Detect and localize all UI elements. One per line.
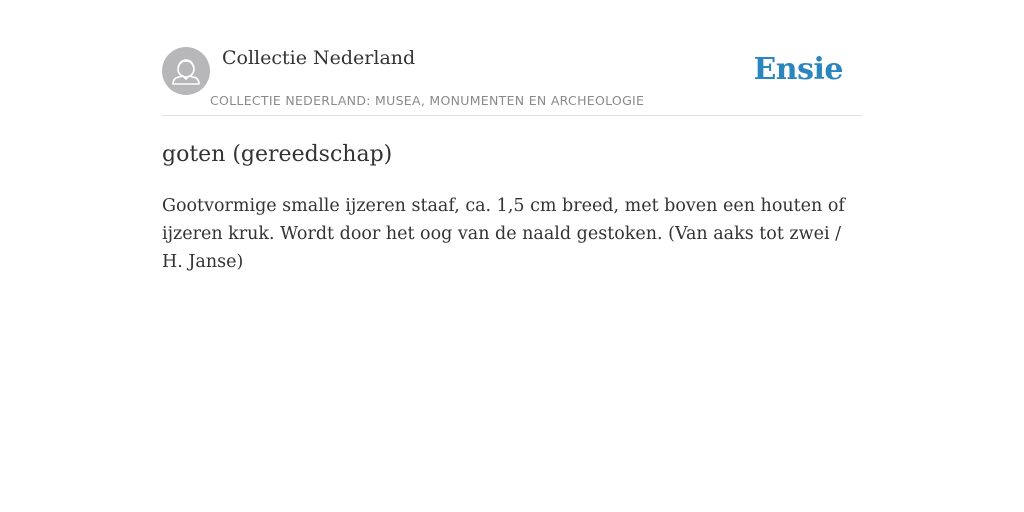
entry-body: Gootvormige smalle ijzeren staaf, ca. 1,5 cm breed, met boven een houten of ijzeren kruk. Wordt door het oog van de naald gestoken. (Van aaks tot zwei / H. Janse) [162, 196, 845, 272]
user-avatar-icon [162, 47, 210, 95]
entry-title: goten (gereedschap) [162, 142, 393, 167]
avatar[interactable] [162, 47, 210, 95]
author-name[interactable]: Collectie Nederland [222, 47, 416, 69]
ensie-logo[interactable]: Ensie [753, 52, 843, 87]
header [162, 46, 862, 116]
collection-name[interactable]: COLLECTIE NEDERLAND: MUSEA, MONUMENTEN EN ARCHEOLOGIE [210, 93, 645, 108]
